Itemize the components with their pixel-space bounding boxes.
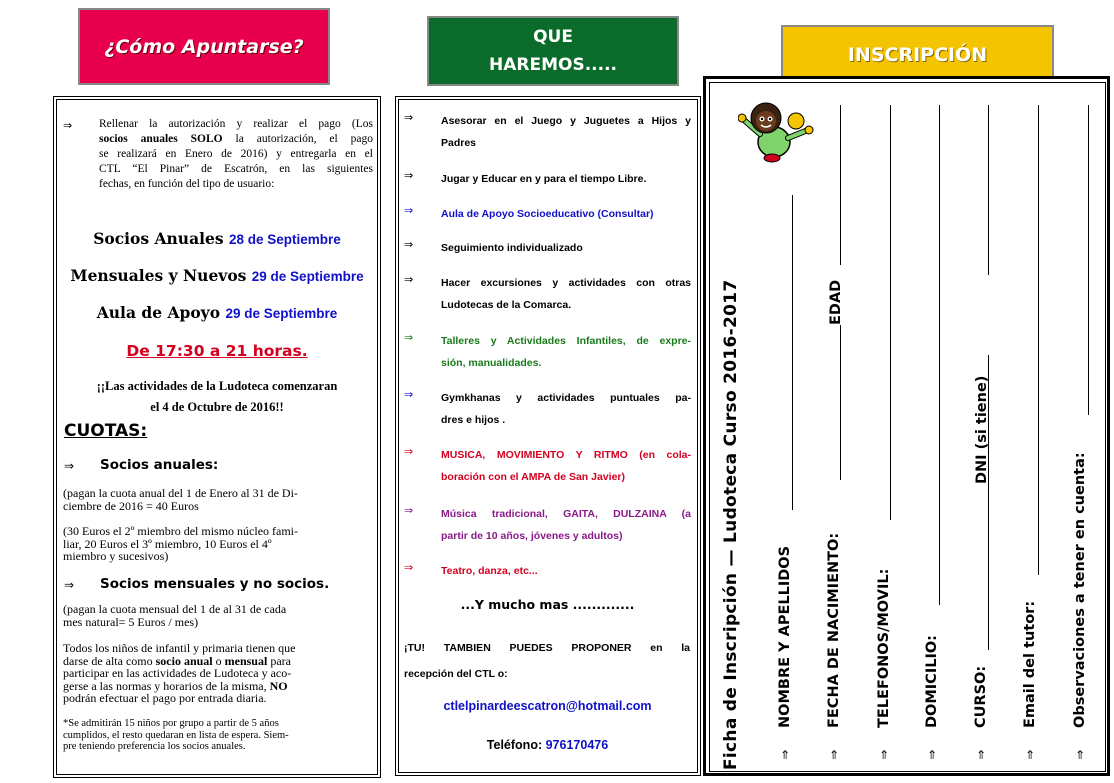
up-arrow-icon: ⇑	[1075, 748, 1086, 762]
activity-line: Gymkhanas y actividades puntuales pa-	[441, 392, 691, 404]
capacity-note	[63, 718, 375, 753]
activity-line: sión, manualidades.	[441, 357, 542, 369]
form-title: Ficha de Inscripción — Ludoteca Curso 2016-2017	[721, 279, 741, 770]
write-in-line	[890, 105, 891, 520]
activity-line: Seguimiento individualizado	[441, 242, 583, 254]
activity-item	[400, 503, 695, 547]
mensual-arrow-icon: ⇒	[64, 578, 75, 592]
signup-date-row	[55, 228, 379, 265]
activity-arrow-icon: ⇒	[404, 111, 414, 124]
dni-label: DNI (si tiene)	[974, 375, 990, 484]
child-mascot-icon	[738, 94, 814, 164]
activity-line: Ludotecas de la Comarca.	[441, 299, 572, 311]
contact-phone	[400, 738, 695, 752]
activity-text	[441, 110, 691, 154]
activity-item	[400, 272, 695, 316]
signup-date-value: 28 de Septiembre	[229, 232, 341, 247]
activity-text	[441, 444, 691, 488]
activity-arrow-icon: ⇒	[404, 169, 414, 182]
activity-arrow-icon: ⇒	[404, 561, 414, 574]
anual-text-line: ciembre de 2016 = 40 Euros	[63, 498, 199, 513]
phone-number[interactable]: 976170476	[545, 738, 609, 752]
activity-item	[400, 168, 695, 190]
signup-date-label: Mensuales y Nuevos	[70, 266, 252, 285]
intro-arrow-icon: ⇒	[63, 119, 73, 132]
activities-header-line-2: HAREMOS.....	[489, 55, 617, 75]
activity-line: Hacer excursiones y actividades con otras	[441, 277, 691, 289]
up-arrow-icon: ⇑	[976, 748, 987, 762]
opening-hours	[55, 342, 379, 360]
signup-date-label: Aula de Apoyo	[96, 303, 226, 322]
signup-date-value: 29 de Septiembre	[225, 306, 338, 321]
signup-date-row	[55, 265, 379, 302]
activity-line: Música tradicional, GAITA, DULZAINA (a	[441, 508, 691, 520]
intro-line: Rellenar la autorización y realizar el pago (Los	[99, 118, 373, 130]
anual-text-2-line: miembro y sucesivos)	[63, 549, 169, 563]
activity-line: Padres	[441, 137, 477, 149]
contact-email[interactable]: ctlelpinardeescatron@hotmail.com	[443, 699, 652, 713]
activity-text	[441, 503, 691, 547]
form-field-label: FECHA DE NACIMIENTO:	[826, 532, 842, 728]
up-arrow-icon: ⇑	[879, 748, 890, 762]
intro-line: socios anuales SOLO la autorización, el pago	[99, 133, 373, 145]
signup-date-label: Socios Anuales	[93, 229, 229, 248]
form-field-label: TELEFONOS/MOVIL:	[876, 568, 892, 728]
form-field-label: Observaciones a tener en cuenta:	[1072, 452, 1088, 728]
start-notice	[55, 376, 379, 418]
up-arrow-icon: ⇑	[829, 748, 840, 762]
intro-text	[99, 117, 373, 192]
activity-line: Asesorar en el Juego y Juguetes a Hijos y	[441, 115, 691, 127]
signup-dates	[55, 228, 379, 339]
form-field-label: Email del tutor:	[1022, 600, 1038, 728]
edad-label: EDAD	[828, 279, 844, 325]
signup-intro	[63, 117, 373, 192]
capacity-note-line: pre teniendo preferencia los socios anuales.	[63, 741, 246, 752]
form-field-label: DOMICILIO:	[924, 635, 940, 728]
activity-item	[400, 110, 695, 154]
activity-text	[441, 203, 691, 225]
up-arrow-icon: ⇑	[780, 748, 791, 762]
activity-item	[400, 387, 695, 431]
activity-line: Aula de Apoyo Socioeducativo (Consultar)	[441, 208, 654, 220]
activity-arrow-icon: ⇒	[404, 273, 414, 286]
activity-item	[400, 444, 695, 488]
activity-item	[400, 203, 695, 225]
how-to-signup-title: ¿Cómo Apuntarse?	[104, 35, 304, 58]
activity-text	[441, 560, 691, 582]
inscription-title: INSCRIPCIÓN	[847, 43, 988, 66]
up-arrow-icon: ⇑	[1025, 748, 1036, 762]
mensual-title: Socios mensuales y no socios.	[100, 576, 330, 592]
write-in-line	[1088, 105, 1089, 415]
write-in-line	[840, 325, 841, 480]
and-much-more: ...Y mucho mas .............	[460, 597, 635, 612]
activity-item	[400, 560, 695, 582]
up-arrow-icon: ⇑	[927, 748, 938, 762]
activity-arrow-icon: ⇒	[404, 331, 414, 344]
inscription-form-inner-border	[709, 82, 1106, 772]
write-in-line	[792, 195, 793, 510]
opening-hours-text: De 17:30 a 21 horas.	[126, 342, 308, 360]
write-in-line	[939, 105, 940, 605]
activity-arrow-icon: ⇒	[404, 445, 414, 458]
form-field-label: NOMBRE Y APELLIDOS	[777, 545, 793, 728]
anual-arrow-icon: ⇒	[64, 459, 75, 473]
mensual-text	[63, 603, 375, 628]
activity-line: Jugar y Educar en y para el tiempo Libre.	[441, 173, 647, 185]
how-to-signup-header	[78, 8, 330, 85]
anual-text-2-line: (30 Euros el 2º miembro del mismo núcleo fami-	[63, 524, 299, 538]
phone-label: Teléfono:	[486, 738, 543, 752]
activity-line: MUSICA, MOVIMIENTO Y RITMO (en cola-	[441, 449, 691, 461]
anual-text-2-line: liar, 20 Euros el 3º miembro, 10 Euros el 4º	[63, 536, 272, 551]
signup-date-value: 29 de Septiembre	[251, 269, 364, 284]
activity-line: partir de 10 años, jóvenes y adultos)	[441, 530, 623, 542]
activities-header	[427, 16, 679, 86]
activity-text	[441, 387, 691, 431]
activities-header-line-1: QUE	[533, 27, 573, 47]
propose-line-2: recepción del CTL o:	[404, 668, 508, 680]
propose-text	[404, 635, 690, 687]
form-field-label: CURSO:	[973, 665, 989, 728]
activity-text	[441, 272, 691, 316]
anual-text-2	[63, 525, 375, 563]
capacity-note-line: *Se admitirán 15 niños por grupo a partir de 5 años	[63, 718, 279, 729]
activity-arrow-icon: ⇒	[404, 504, 414, 517]
intro-line: CTL “El Pinar” de Escatrón, en las siguientes	[99, 163, 373, 175]
activity-item	[400, 330, 695, 374]
signup-date-row	[55, 302, 379, 339]
anual-text	[63, 487, 375, 512]
cuotas-title: CUOTAS:	[64, 421, 148, 441]
activity-arrow-icon: ⇒	[404, 238, 414, 251]
write-in-line	[988, 105, 989, 275]
start-notice-line-1: ¡¡Las actividades de la Ludoteca comenzaran	[96, 379, 338, 393]
activity-item	[400, 237, 695, 259]
start-notice-line-2: el 4 de Octubre de 2016!!	[150, 400, 284, 414]
activity-arrow-icon: ⇒	[404, 204, 414, 217]
write-in-line	[1038, 105, 1039, 575]
mensual-text-line: mes natural= 5 Euros / mes)	[63, 614, 199, 629]
activity-text	[441, 168, 691, 190]
intro-line: fechas, en función del tipo de usuario:	[99, 178, 275, 190]
activity-text	[441, 237, 691, 259]
intro-line: se realizará en Enero de 2016) y entregarla en el	[99, 148, 373, 160]
all-children-notice: Todos los niños de infantil y primaria tienen que darse de alta como socio anual o mensual para participar en las actividades de Ludoteca y aco- gerse a las normas y horarios de la misma, NO podrán efectuar el pago por entrada diaria.	[63, 641, 296, 705]
capacity-note-line: cumplidos, el resto quedaran en lista de espera. Siem-	[63, 729, 289, 741]
mensual-text-line: (pagan la cuota mensual del 1 de al 31 de cada	[63, 602, 287, 616]
activity-line: Teatro, danza, etc...	[441, 565, 538, 577]
activity-text	[441, 330, 691, 374]
anual-title: Socios anuales:	[100, 457, 219, 473]
anual-text-line: (pagan la cuota anual del 1 de Enero al 31 de Di-	[63, 486, 298, 500]
activity-line: Talleres y Actividades Infantiles, de expre-	[441, 335, 691, 347]
write-in-line	[840, 105, 841, 265]
activity-line: boración con el AMPA de San Javier)	[441, 471, 625, 483]
activity-arrow-icon: ⇒	[404, 388, 414, 401]
propose-line-1: ¡TU! TAMBIEN PUEDES PROPONER en la	[404, 642, 690, 654]
activity-line: dres e hijos .	[441, 414, 506, 426]
